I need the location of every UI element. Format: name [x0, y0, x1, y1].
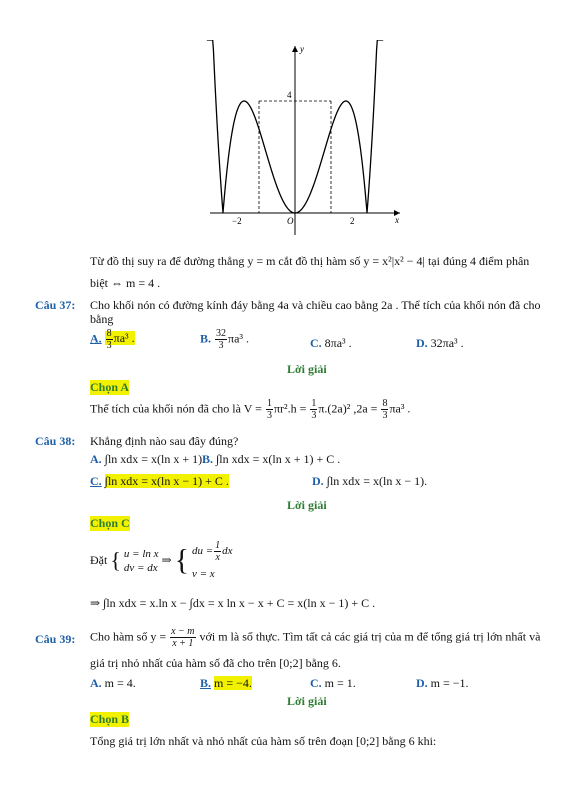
q39-option-b[interactable]: B. m = −4.: [200, 676, 252, 690]
y-axis-label: y: [300, 44, 304, 54]
intro-line-2: biệt ⇔ m = 4 .: [90, 276, 161, 290]
intro-line-1: Từ đồ thị suy ra để đường thẳng y = m cắt đồ thị hàm số y = x²|x² − 4| tại đúng 4 điểm phân: [90, 254, 530, 268]
q37-answer: Chọn A: [90, 380, 130, 394]
q37-solution: Thể tích của khối nón đã cho là V = $\frac{1}{3}$ πr².h = $\frac{1}{3}$ π.(2a)² ,2a = $\frac{8}{3}$ πa³ .: [90, 398, 411, 421]
q38-answer: Chọn C: [90, 516, 130, 530]
q37-option-a[interactable]: A. $\frac{8}{3}$ πa³ .: [90, 328, 135, 351]
tick-y-4: 4: [287, 90, 292, 100]
q39-loigiai: Lời giải: [287, 694, 327, 708]
q37-option-d[interactable]: D. 32πa³ .: [416, 336, 464, 350]
q39-text-2: giá trị nhỏ nhất của hàm số đã cho trên [0;2] bằng 6.: [90, 656, 341, 670]
q37-option-b[interactable]: B. $\frac{32}{3}$ πa³ .: [200, 328, 249, 351]
q38-text: Khẳng định nào sau đây đúng?: [90, 434, 239, 448]
q39-option-c[interactable]: C. m = 1.: [310, 676, 356, 690]
q38-loigiai: Lời giải: [287, 498, 327, 512]
q39-text: Cho hàm số y = $\frac{x - m}{x + 1}$ với m là số thực. Tìm tất cả các giá trị của m để tổng giá trị lớn nhất và: [90, 626, 541, 649]
q39-answer: Chọn B: [90, 712, 130, 726]
q38-label: Câu 38:: [35, 434, 76, 448]
q37-label: Câu 37:: [35, 298, 76, 312]
q38-substitution: Đặt { u = ln x dv = dx ⇒ { du = $\frac{1}{x}$ dx v = x: [90, 540, 233, 580]
q37-option-c[interactable]: C. 8πa³ .: [310, 336, 352, 350]
q39-option-a[interactable]: A. m = 4.: [90, 676, 136, 690]
q37-text-2: bằng: [90, 312, 114, 326]
q39-option-d[interactable]: D. m = −1.: [416, 676, 469, 690]
q38-option-d[interactable]: D. ∫ln xdx = x(ln x − 1).: [312, 474, 428, 488]
tick-x-2: 2: [350, 216, 355, 226]
q38-option-c[interactable]: C. ∫ln xdx = x(ln x − 1) + C .: [90, 474, 229, 488]
function-graph: [205, 40, 405, 240]
q37-loigiai: Lời giải: [287, 362, 327, 376]
q39-solution: Tổng giá trị lớn nhất và nhỏ nhất của hàm số trên đoạn [0;2] bằng 6 khi:: [90, 734, 437, 748]
x-axis-label: x: [395, 215, 399, 225]
q38-result: ⇒ ∫ln xdx = x.ln x − ∫dx = x ln x − x + C = x(ln x − 1) + C .: [90, 596, 376, 610]
q38-option-a[interactable]: A. ∫ln xdx = x(ln x + 1).: [90, 452, 206, 466]
q38-option-b[interactable]: B. ∫ln xdx = x(ln x + 1) + C .: [202, 452, 341, 466]
q39-label: Câu 39:: [35, 632, 76, 646]
q37-text: Cho khối nón có đường kính đáy bằng 4a và chiều cao bằng 2a . Thể tích của khối nón đã cho: [90, 298, 541, 312]
origin-label: O: [287, 216, 294, 226]
tick-x-neg2: −2: [232, 216, 242, 226]
